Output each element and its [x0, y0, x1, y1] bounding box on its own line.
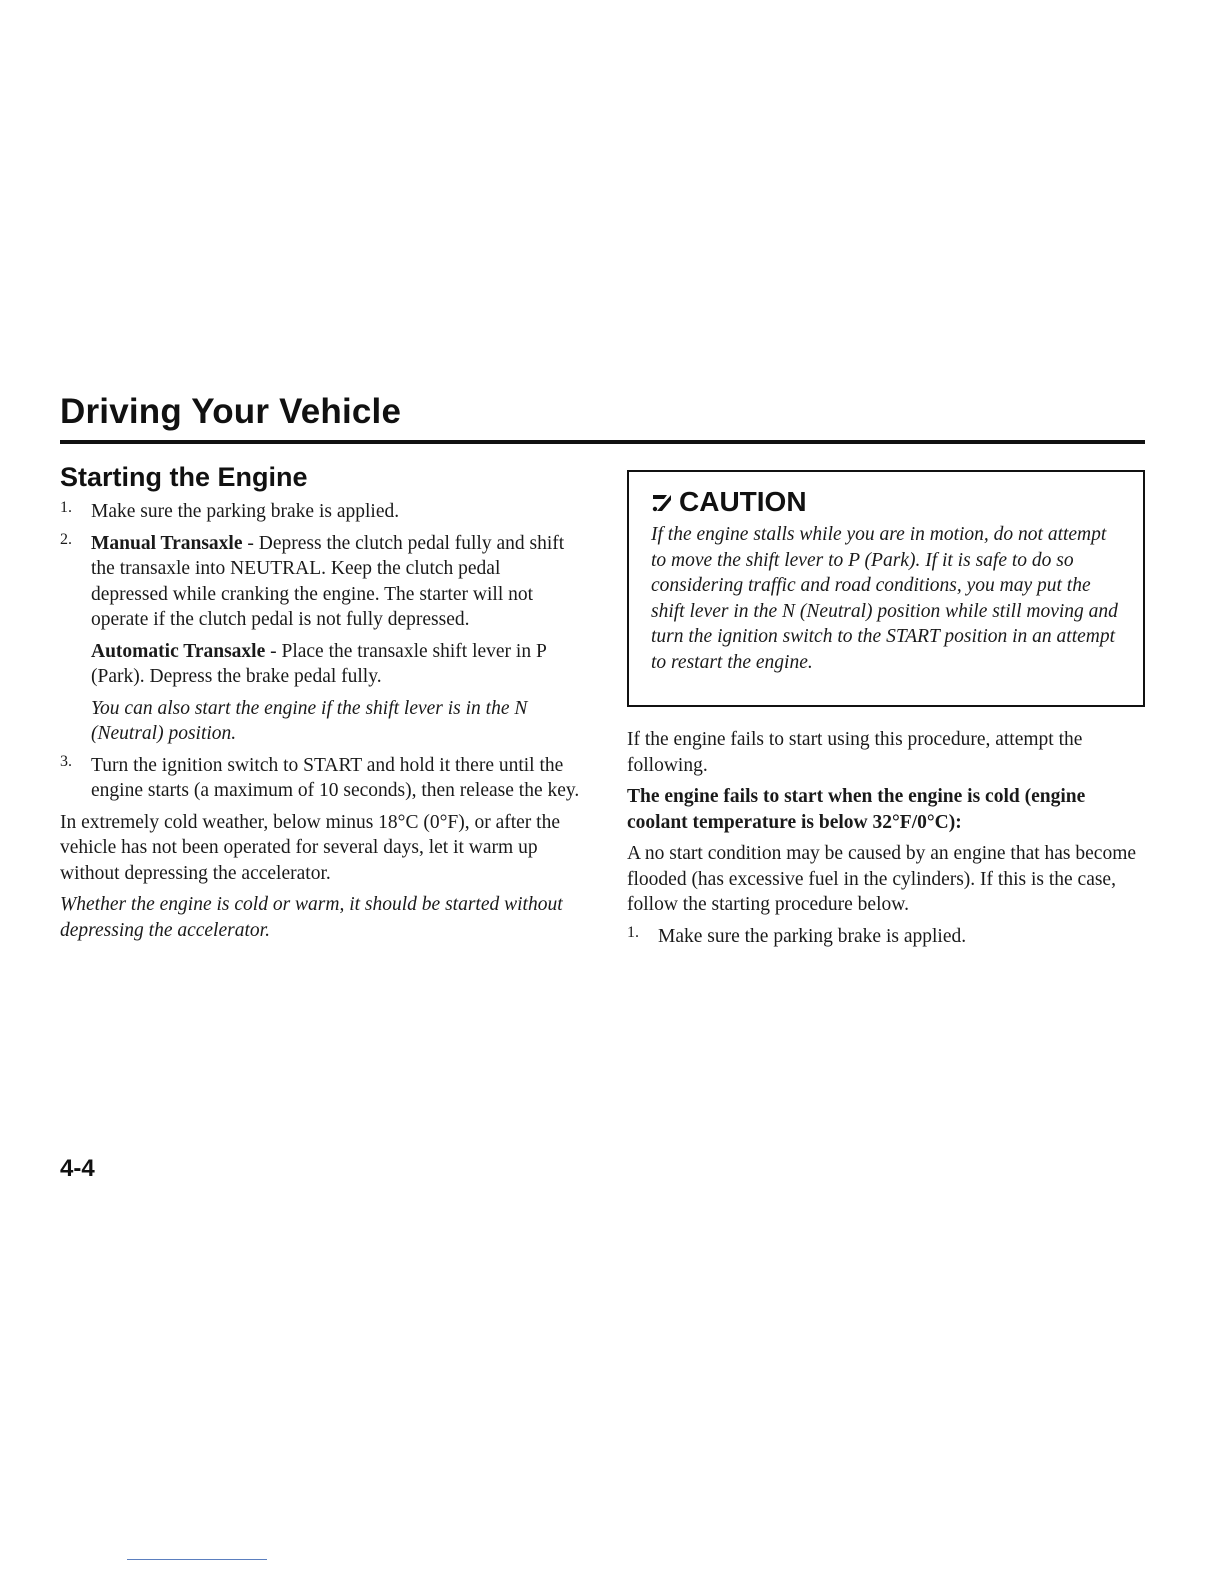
step-number: 2.	[60, 530, 72, 548]
step-text: Make sure the parking brake is applied.	[91, 501, 400, 522]
step-number: 3.	[60, 752, 72, 770]
section-title: Starting the Engine	[60, 462, 308, 492]
manual-transaxle-label: Manual Transaxle	[91, 532, 243, 554]
accelerator-note: Whether the engine is cold or warm, it should be started without depressing the accelerator.	[60, 894, 563, 941]
caution-title: CAUTION	[679, 486, 807, 517]
right-body	[627, 727, 1145, 949]
caution-box	[627, 470, 1145, 707]
manual-transaxle-paragraph	[91, 531, 580, 633]
neutral-note: You can also start the engine if the shift lever is in the N (Neutral) position.	[91, 697, 528, 744]
automatic-transaxle-paragraph	[60, 639, 580, 690]
step-1-right	[627, 924, 1145, 950]
step-3	[60, 753, 580, 804]
left-column	[60, 462, 580, 949]
step-2	[60, 531, 580, 633]
step-1	[60, 499, 580, 525]
page-number: 4-4	[60, 1155, 95, 1182]
chapter-title: Driving Your Vehicle	[60, 392, 402, 431]
footer-rule	[127, 1559, 267, 1560]
step-number: 1.	[627, 923, 639, 941]
step-number: 1.	[60, 499, 72, 516]
flooded-engine-paragraph: A no start condition may be caused by an engine that has become flooded (has excessive fuel in the cylinders). If this is the case, follow the starting procedure below.	[627, 843, 1137, 915]
caution-icon	[651, 491, 673, 513]
step-text: Make sure the parking brake is applied.	[658, 925, 967, 947]
manual-transaxle-text: - Depress the clutch pedal fully and shift the transaxle into NEUTRAL. Keep the clutch pedal depressed while cranking the engine. The starter will not operate if the clutch pedal is not fully depressed.	[91, 532, 565, 630]
step-text: Turn the ignition switch to START and hold it there until the engine starts (a maximum of 10 seconds), then release the key.	[91, 754, 580, 801]
cold-weather-paragraph: In extremely cold weather, below minus 18°C (0°F), or after the vehicle has not been operated for several days, let it warm up without depressing the accelerator.	[60, 811, 561, 884]
chapter-divider	[60, 440, 1145, 444]
caution-text: If the engine stalls while you are in motion, do not attempt to move the shift lever to P (Park). If it is safe to do so considering traffic and road conditions, you may put the shift lever in the N (Neutral) position while still moving and turn the ignition switch to the START position in an attempt to restart the engine.	[651, 524, 1118, 673]
fallback-intro: If the engine fails to start using this procedure, attempt the following.	[627, 729, 1083, 776]
cold-engine-heading: The engine fails to start when the engine is cold (engine coolant temperature is below 32°F/0°C):	[627, 786, 1086, 833]
automatic-transaxle-text: - Place the transaxle shift lever in P (Park). Depress the brake pedal fully.	[91, 640, 547, 687]
automatic-transaxle-label: Automatic Transaxle	[91, 640, 266, 662]
caution-header	[651, 486, 1121, 518]
right-column	[627, 470, 1145, 955]
